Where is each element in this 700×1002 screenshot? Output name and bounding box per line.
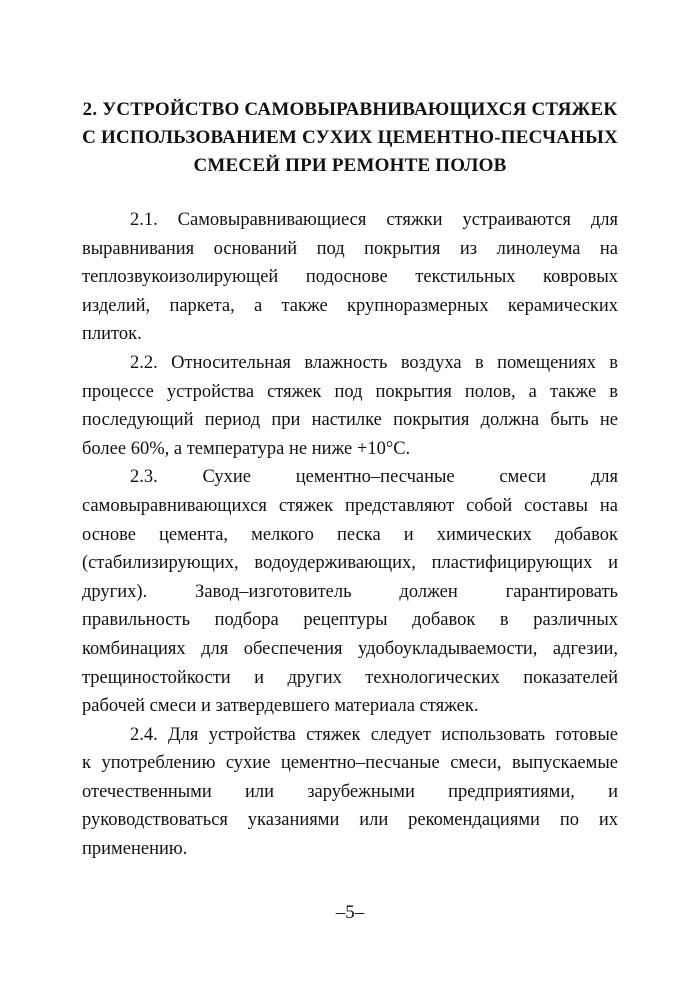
paragraph-line: выравнивания оснований под покрытия из линолеума на (82, 238, 618, 259)
paragraph-line: 2.3. Сухие цементно–песчаные смеси для (130, 467, 618, 488)
paragraph-line: применению. (82, 839, 188, 860)
paragraph-line: 2.2. Относительная влажность воздуха в помещениях в (130, 352, 618, 373)
page-number: –5– (335, 902, 365, 923)
paragraph-line: трещиностойкости и других технологических показателей (82, 667, 618, 688)
paragraph-line: (стабилизирующих, водоудерживающих, пластифицирующих и (82, 553, 618, 574)
paragraph-line: к употреблению сухие цементно–песчаные смеси, выпускаемые (82, 753, 618, 774)
paragraph-line: основе цемента, мелкого песка и химических добавок (82, 524, 618, 545)
paragraph-line: 2.1. Самовыравнивающиеся стяжки устраиваются для (130, 210, 618, 230)
paragraph-line: самовыравнивающихся стяжек представляют собой составы на (82, 495, 618, 516)
paragraph-2-1 (82, 206, 618, 349)
paragraph-line: плиток. (82, 324, 142, 345)
paragraph-line: более 60%, а температура не ниже +10°С. (82, 438, 411, 459)
paragraph-line: 2.4. Для устройства стяжек следует использовать готовые (130, 724, 618, 745)
paragraph-2-3 (82, 463, 618, 720)
paragraph-line: отечественными или зарубежными предприятиями, и (82, 781, 618, 802)
paragraph-line: процессе устройства стяжек под покрытия полов, а также в (82, 381, 618, 402)
paragraph-line: других). Завод–изготовитель должен гарантировать (82, 581, 618, 602)
paragraph-2-4 (82, 721, 618, 864)
paragraph-line: рабочей смеси и затвердевшего материала стяжек. (82, 696, 479, 717)
paragraph-line: изделий, паркета, а также крупноразмерных керамических (82, 295, 618, 316)
paragraph-line: теплозвукоизолирующей подоснове текстильных ковровых (82, 267, 618, 288)
heading-line-3: СМЕСЕЙ ПРИ РЕМОНТЕ ПОЛОВ (193, 155, 507, 176)
body-text (82, 206, 618, 864)
section-heading (80, 96, 620, 180)
paragraph-2-2 (82, 349, 618, 463)
heading-line-2: С ИСПОЛЬЗОВАНИЕМ СУХИХ ЦЕМЕНТНО-ПЕСЧАНЫХ (82, 127, 618, 148)
paragraph-line: руководствоваться указаниями или рекомендациями по их (82, 810, 618, 831)
paragraph-line: комбинациях для обеспечения удобоукладываемости, адгезии, (82, 638, 618, 659)
heading-line-1: 2. УСТРОЙСТВО САМОВЫРАВНИВАЮЩИХСЯ СТЯЖЕК (82, 99, 618, 120)
paragraph-line: правильность подбора рецептуры добавок в различных (82, 610, 618, 631)
paragraph-line: последующий период при настилке покрытия должна быть не (82, 410, 618, 431)
